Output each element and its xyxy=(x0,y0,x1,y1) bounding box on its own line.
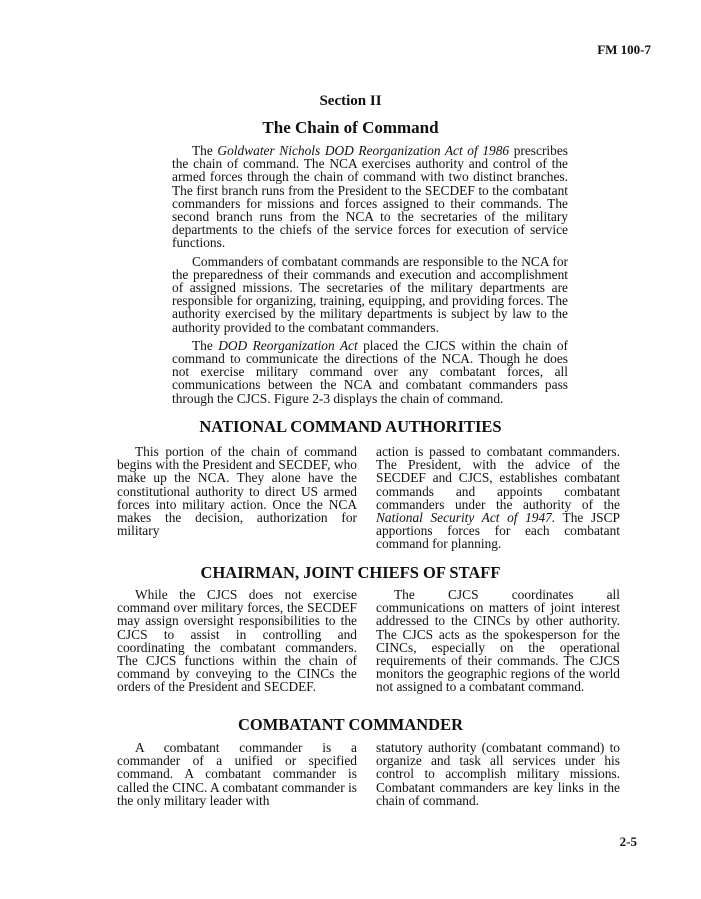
cjcs-right-column xyxy=(376,588,620,694)
text-run: The xyxy=(192,143,218,158)
cjcs-left-paragraph: While the CJCS does not exercise command over military forces, the SECDEF may assign oversight responsibilities to the CJCS to assist in controlling and coordinating the combatant commanders. The CJCS functions within the chain of command by conveying to the CINCs the orders of the President and SECDEF. xyxy=(117,587,357,695)
text-run: placed the CJCS within the chain of command to communicate the directions of the NCA. Though he does not exercise military command over any combatant forces, all communications between the NCA and combatant commanders pass through the CJCS. Figure 2-3 displays the chain of command. xyxy=(172,337,568,406)
intro-paragraph-1 xyxy=(172,144,568,250)
intro-paragraph-2: Commanders of combatant commands are responsible to the NCA for the preparedness of their commands and execution and accomplishment of assigned missions. The secretaries of the military departments are responsible for organizing, training, equipping, and providing forces. The authority exercised by the military departments is subject by law to the authority provided to the combatant commanders. xyxy=(172,253,568,335)
combatant-commander-heading: COMBATANT COMMANDER xyxy=(237,715,464,734)
act-title: DOD Reorganization Act xyxy=(218,337,358,353)
page-number: 2-5 xyxy=(619,834,637,849)
text-run: The xyxy=(192,337,219,353)
section-label: Section II xyxy=(319,93,382,109)
cc-right-column xyxy=(376,741,620,807)
text-run: The JSCP apportions forces for each combatant command for planning. xyxy=(376,510,620,552)
cc-left-paragraph: A combatant commander is a commander of a unified or specified command. A combatant commander is called the CINC. A combatant commander is the only military leader with xyxy=(117,740,357,808)
running-header: FM 100-7 xyxy=(597,42,651,57)
cc-left-column xyxy=(117,741,357,807)
cjcs-right-paragraph: The CJCS coordinates all communications on matters of joint interest addressed to the CINCs by other authority. The CJCS acts as the spokesperson for the CINCs, especially on the operational requirements of their commands. The CJCS monitors the geographic regions of the world not assigned to a combatant command. xyxy=(376,587,620,695)
nca-heading: NATIONAL COMMAND AUTHORITIES xyxy=(199,417,502,436)
cjcs-left-column xyxy=(117,588,357,694)
text-run: action is passed to combatant commanders. The President, with the advice of the SECDEF and CJCS, establishes combatant commands and appoints combatant commanders under the authority of the xyxy=(376,444,620,512)
intro-paragraph-3 xyxy=(172,339,568,405)
nca-left-paragraph: This portion of the chain of command begins with the President and SECDEF, who make up the NCA. They alone have the constitutional authority to direct US armed forces into military action. Once the NCA makes the decision, authorization for military xyxy=(117,444,357,539)
cjcs-heading: CHAIRMAN, JOINT CHIEFS OF STAFF xyxy=(200,563,501,582)
intro-block xyxy=(172,144,568,410)
act-title: Goldwater Nichols DOD Reorganization Act of 1986 xyxy=(217,143,510,158)
nca-right-paragraph xyxy=(376,445,620,551)
nca-right-column xyxy=(376,445,620,551)
text-run: prescribes the chain of command. The NCA exercises authority and control of the armed forces through the chain of command with two distinct branches. The first branch runs from the President to the SECDEF to the combatant commanders for missions and forces assigned to their commands. The second branch runs from the NCA to the secretaries of the military departments to the chiefs of the service forces for execution of service functions. xyxy=(172,143,568,251)
act-title: National Security Act of 1947. xyxy=(376,510,556,526)
section-title: The Chain of Command xyxy=(262,118,439,137)
cc-right-paragraph: statutory authority (combatant command) to organize and task all services under his control to accomplish military missions. Combatant commanders are key links in the chain of command. xyxy=(376,740,620,808)
nca-left-column xyxy=(117,445,357,537)
